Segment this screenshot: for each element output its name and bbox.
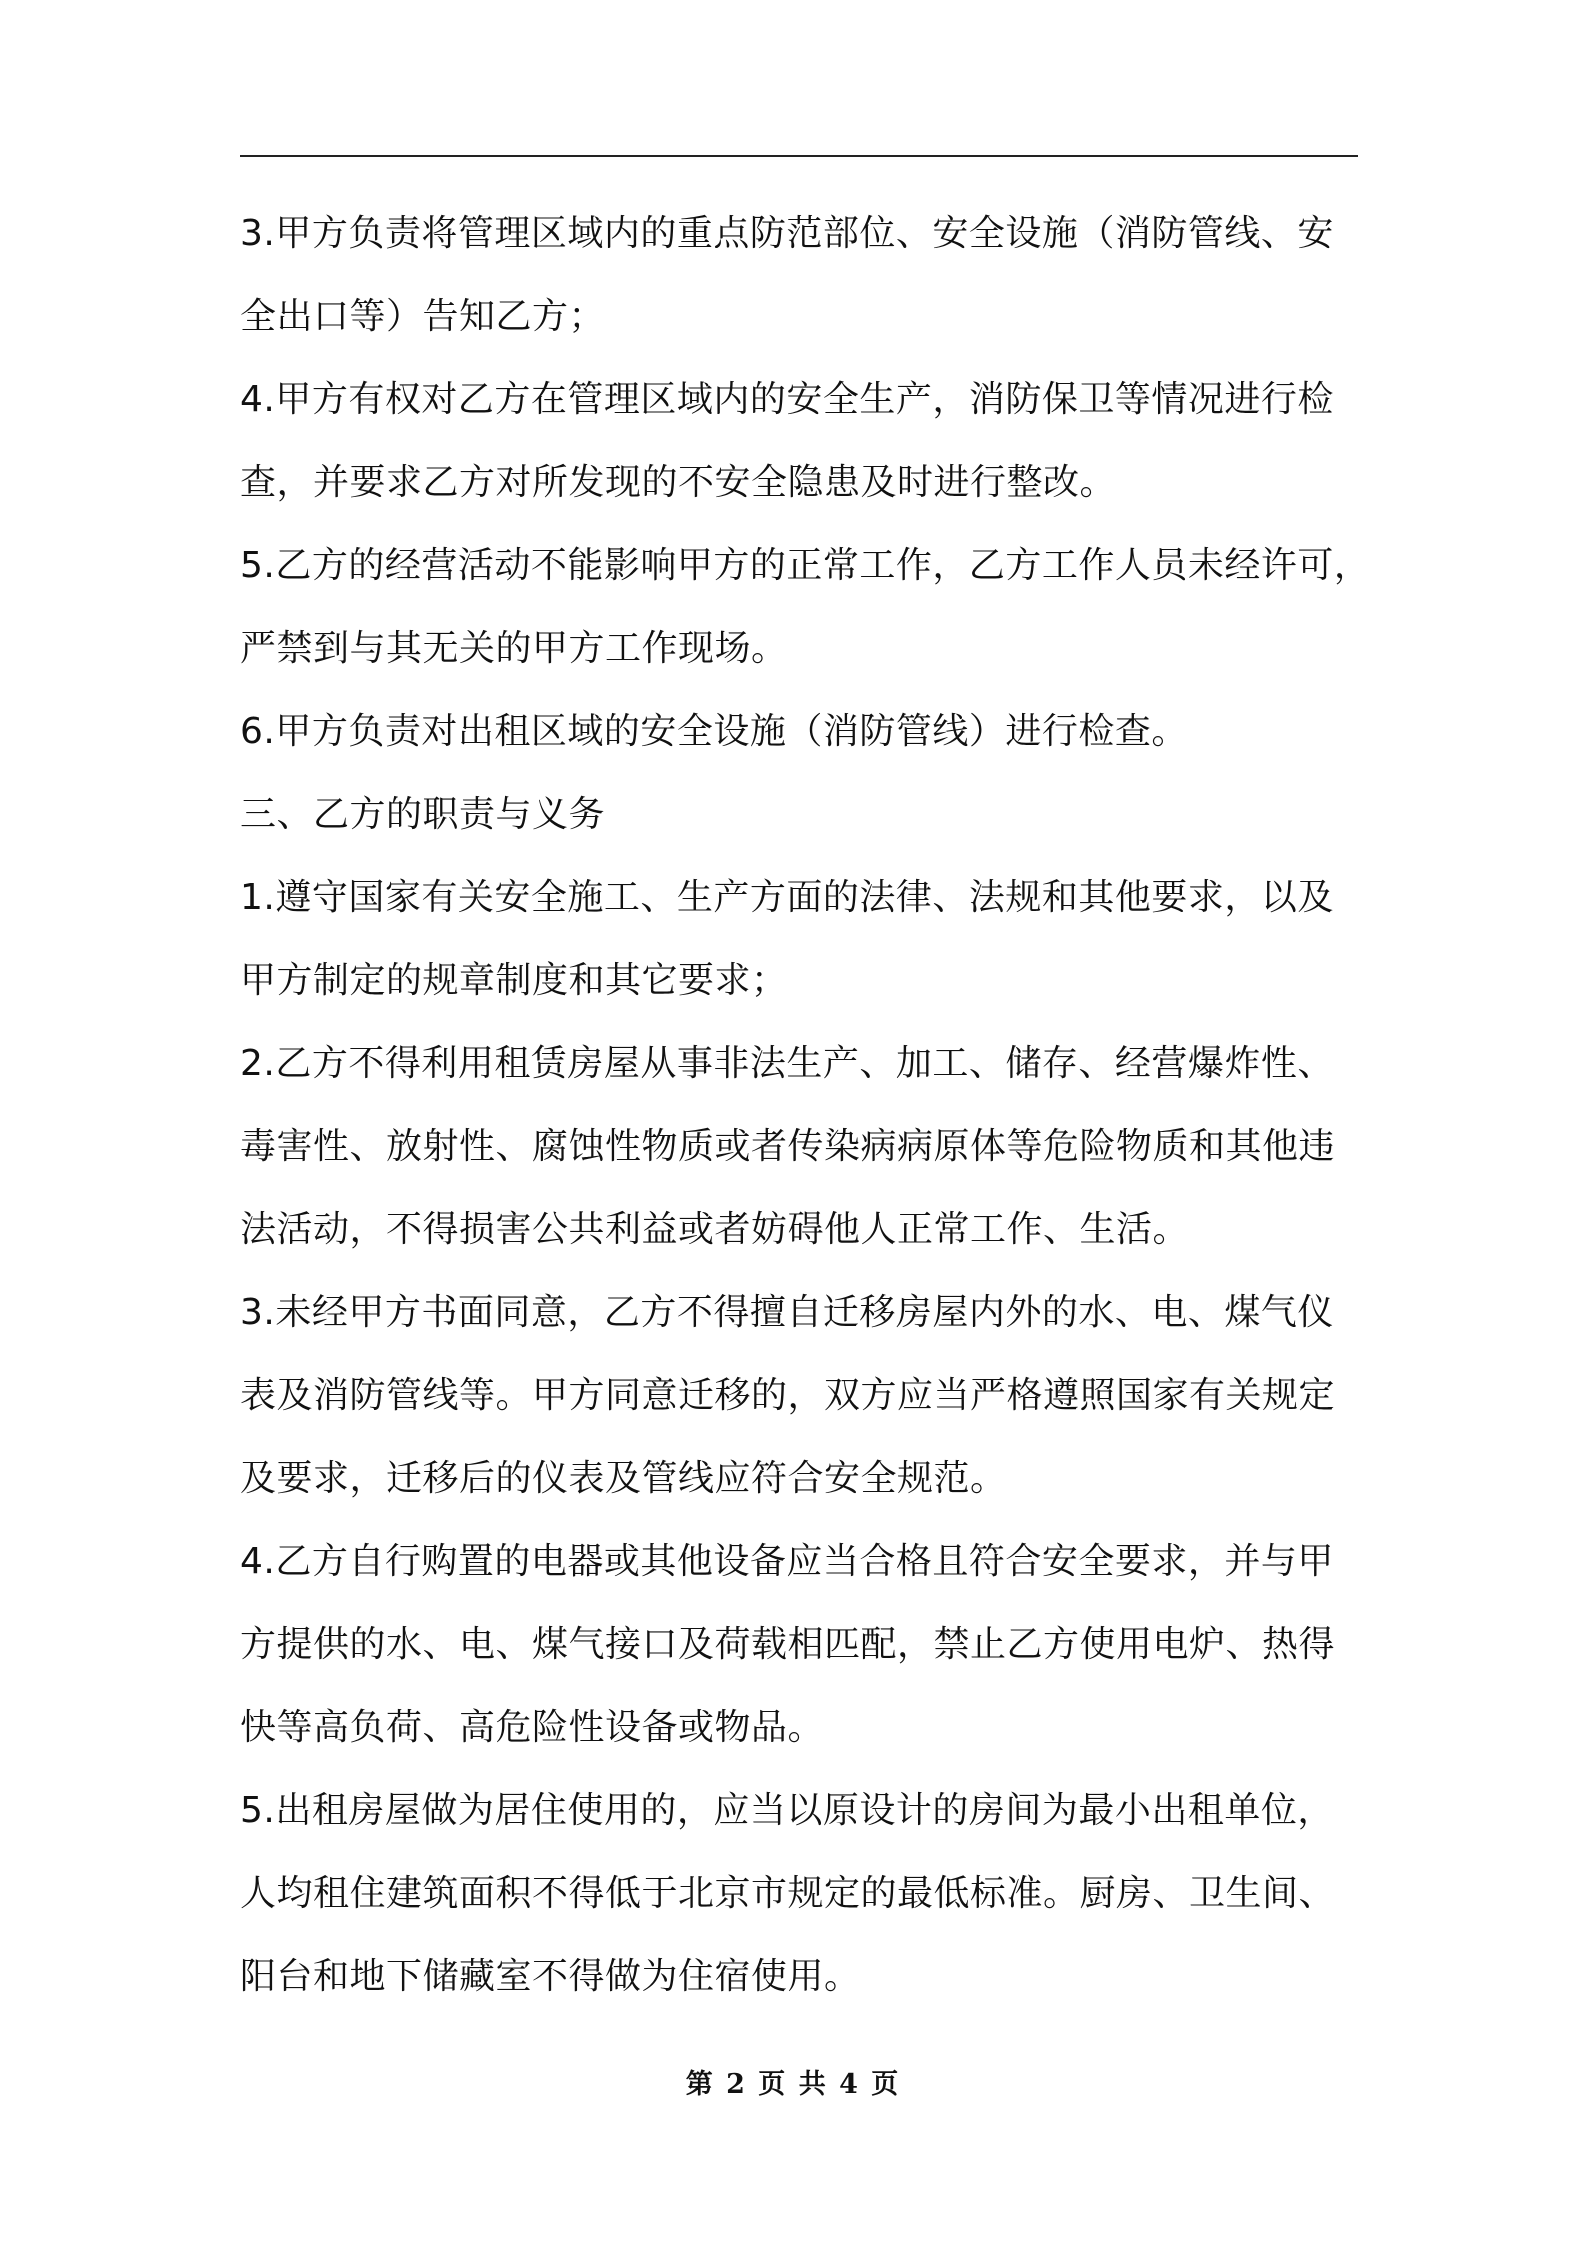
document-body <box>240 192 1371 2018</box>
text-line: 阳台和地下储藏室不得做为住宿使用。 <box>240 1956 861 1997</box>
text-line: 全出口等）告知乙方； <box>240 296 606 337</box>
text-line: 人均租住建筑面积不得低于北京市规定的最低标准。厨房、卫生间、 <box>240 1873 1336 1914</box>
page-number: 第 2 页 共 4 页 <box>685 2069 901 2100</box>
text-line: 3.甲方负责将管理区域内的重点防范部位、安全设施（消防管线、安 <box>240 213 1334 254</box>
header-rule <box>240 155 1358 157</box>
text-line: 严禁到与其无关的甲方工作现场。 <box>240 628 788 669</box>
text-line: 甲方制定的规章制度和其它要求； <box>240 960 788 1001</box>
text-line: 法活动，不得损害公共利益或者妨碍他人正常工作、生活。 <box>240 1209 1190 1250</box>
text-line: 查，并要求乙方对所发现的不安全隐患及时进行整改。 <box>240 462 1117 503</box>
text-line: 3.未经甲方书面同意，乙方不得擅自迁移房屋内外的水、电、煤气仪 <box>240 1292 1334 1333</box>
text-line: 方提供的水、电、煤气接口及荷载相匹配，禁止乙方使用电炉、热得 <box>240 1624 1336 1665</box>
text-line: 4.乙方自行购置的电器或其他设备应当合格且符合安全要求，并与甲 <box>240 1541 1334 1582</box>
text-line: 毒害性、放射性、腐蚀性物质或者传染病病原体等危险物质和其他违 <box>240 1126 1336 1167</box>
text-line: 5.乙方的经营活动不能影响甲方的正常工作，乙方工作人员未经许可， <box>240 545 1371 586</box>
text-line: 6.甲方负责对出租区域的安全设施（消防管线）进行检查。 <box>240 711 1188 752</box>
text-line: 及要求，迁移后的仪表及管线应符合安全规范。 <box>240 1458 1007 1499</box>
text-line: 表及消防管线等。甲方同意迁移的，双方应当严格遵照国家有关规定 <box>240 1375 1336 1416</box>
text-line: 2.乙方不得利用租赁房屋从事非法生产、加工、储存、经营爆炸性、 <box>240 1043 1334 1084</box>
text-line: 快等高负荷、高危险性设备或物品。 <box>240 1707 825 1748</box>
text-line: 1.遵守国家有关安全施工、生产方面的法律、法规和其他要求，以及 <box>240 877 1334 918</box>
text-line: 4.甲方有权对乙方在管理区域内的安全生产，消防保卫等情况进行检 <box>240 379 1334 420</box>
text-line: 5.出租房屋做为居住使用的，应当以原设计的房间为最小出租单位， <box>240 1790 1334 1831</box>
section-heading: 三、乙方的职责与义务 <box>240 794 606 835</box>
